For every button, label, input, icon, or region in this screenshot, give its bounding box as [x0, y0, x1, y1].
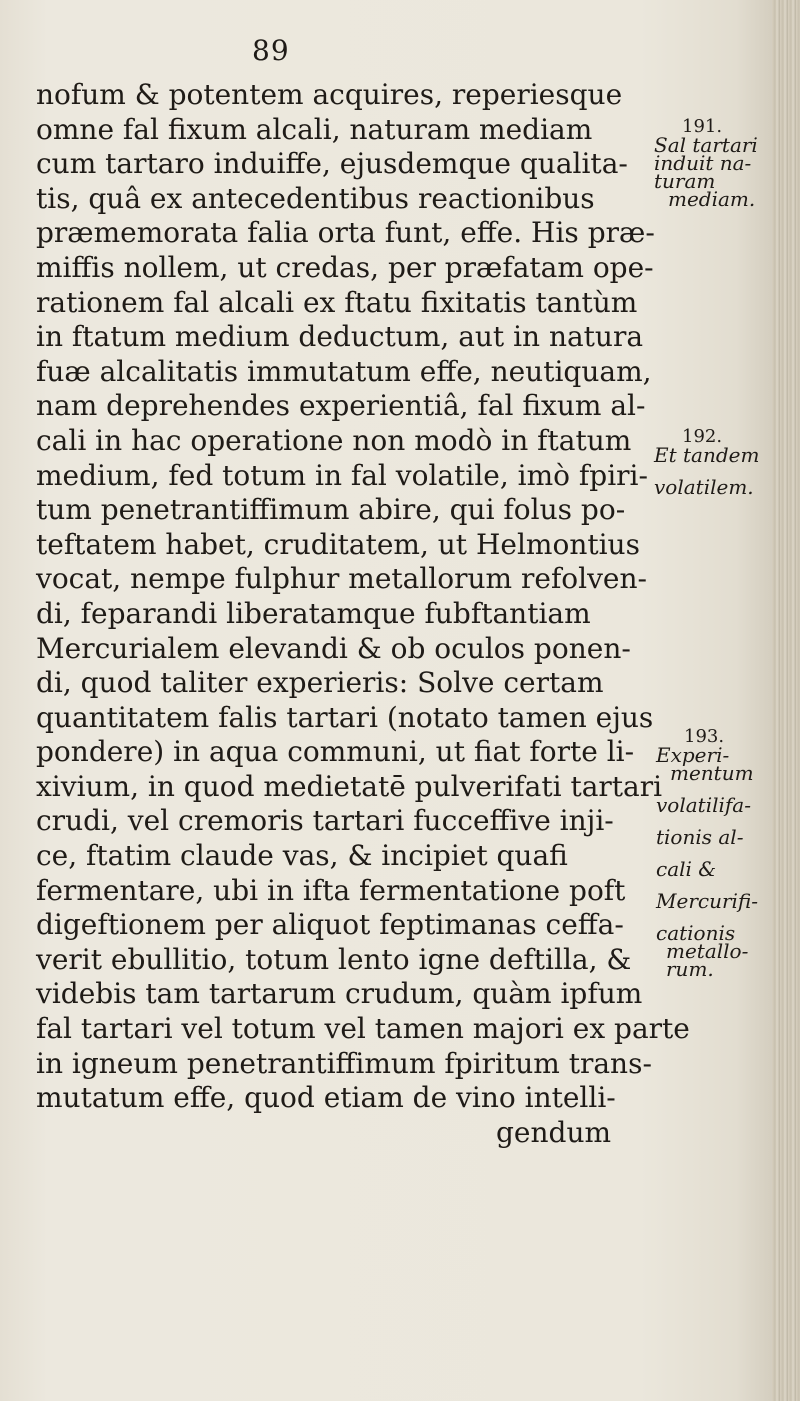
catchword: gendum: [496, 1115, 612, 1149]
margin-note-line: rum.: [666, 957, 714, 981]
text-line: xivium, in quod medietatē pulverifati tartari: [36, 769, 663, 803]
margin-note-line: mediam.: [668, 187, 756, 211]
text-line: cum tartaro induiffe, ejusdemque qualita-: [36, 147, 628, 181]
text-line: fermentare, ubi in ifta fermentatione poft: [36, 873, 626, 907]
text-line: in igneum penetrantiffimum fpiritum trans-: [36, 1046, 652, 1080]
margin-note-line: metallo-: [666, 939, 749, 963]
margin-note-number: 191.: [682, 116, 723, 137]
margin-note-line: Experi-: [656, 743, 730, 767]
margin-note-line: volatilifa-: [656, 793, 751, 817]
text-line: rationem fal alcali ex ftatu fixitatis tantùm: [36, 285, 638, 319]
text-line: quantitatem falis tartari (notato tamen ejus: [36, 700, 654, 734]
margin-note-line: tionis al-: [656, 825, 744, 849]
margin-note-line: Et tandem: [654, 443, 760, 467]
margin-note-line: mentum: [670, 761, 754, 785]
text-line: nam deprehendes experientiâ, fal fixum al-: [36, 389, 646, 423]
margin-note-192: [654, 426, 760, 499]
text-line: miffis nollem, ut credas, per præfatam ope-: [36, 250, 654, 284]
text-line: di, quod taliter experieris: Solve certam: [36, 666, 604, 700]
text-line: ce, ftatim claude vas, & incipiet quafi: [36, 839, 568, 873]
text-line: cali in hac operatione non modò in ftatum: [36, 423, 632, 457]
text-line: verit ebullitio, totum lento igne deftilla, &: [36, 942, 632, 976]
text-line: tis, quâ ex antecedentibus reactionibus: [36, 181, 595, 215]
text-line: fal tartari vel totum vel tamen majori ex parte: [36, 1012, 690, 1046]
text-line: in ftatum medium deductum, aut in natura: [36, 320, 644, 354]
text-line: medium, fed totum in fal volatile, imò fpiri-: [36, 458, 648, 492]
page-edge: [772, 0, 800, 1401]
margin-note-line: Sal tartari: [654, 133, 758, 157]
margin-note-191: [654, 116, 758, 211]
text-line: teftatem habet, cruditatem, ut Helmontius: [36, 527, 640, 561]
text-line: præmemorata falia orta funt, effe. His præ-: [36, 216, 655, 250]
margin-note-line: cationis: [656, 921, 736, 945]
text-line: nofum & potentem acquires, reperiesque: [36, 78, 623, 111]
margin-note-line: turam: [654, 169, 716, 193]
margin-note-number: 193.: [684, 726, 725, 747]
text-line: Mercurialem elevandi & ob oculos ponen-: [36, 631, 631, 665]
margin-note-193: [656, 726, 759, 981]
text-line: di, feparandi liberatamque fubftantiam: [36, 596, 591, 630]
margin-note-line: induit na-: [654, 151, 752, 175]
text-line: tum penetrantiffimum abire, qui folus po-: [36, 493, 626, 527]
margin-note-line: Mercurifi-: [656, 889, 759, 913]
text-line: pondere) in aqua communi, ut fiat forte li-: [36, 735, 635, 769]
margin-note-line: cali &: [656, 857, 717, 881]
text-line: videbis tam tartarum crudum, quàm ipfum: [36, 977, 643, 1011]
margin-note-number: 192.: [682, 426, 723, 447]
text-line: digeftionem per aliquot feptimanas ceffa-: [36, 908, 624, 942]
body-text: [36, 78, 690, 1150]
page-number: 89: [252, 34, 290, 67]
text-line: omne fal fixum alcali, naturam mediam: [36, 112, 593, 146]
text-line: vocat, nempe fulphur metallorum refolven-: [36, 562, 647, 596]
text-line: fuæ alcalitatis immutatum effe, neutiquam,: [36, 354, 652, 388]
margin-note-line: volatilem.: [654, 475, 754, 499]
text-line: mutatum effe, quod etiam de vino intelli-: [36, 1081, 616, 1115]
text-line: crudi, vel cremoris tartari fucceffive inji-: [36, 804, 614, 838]
